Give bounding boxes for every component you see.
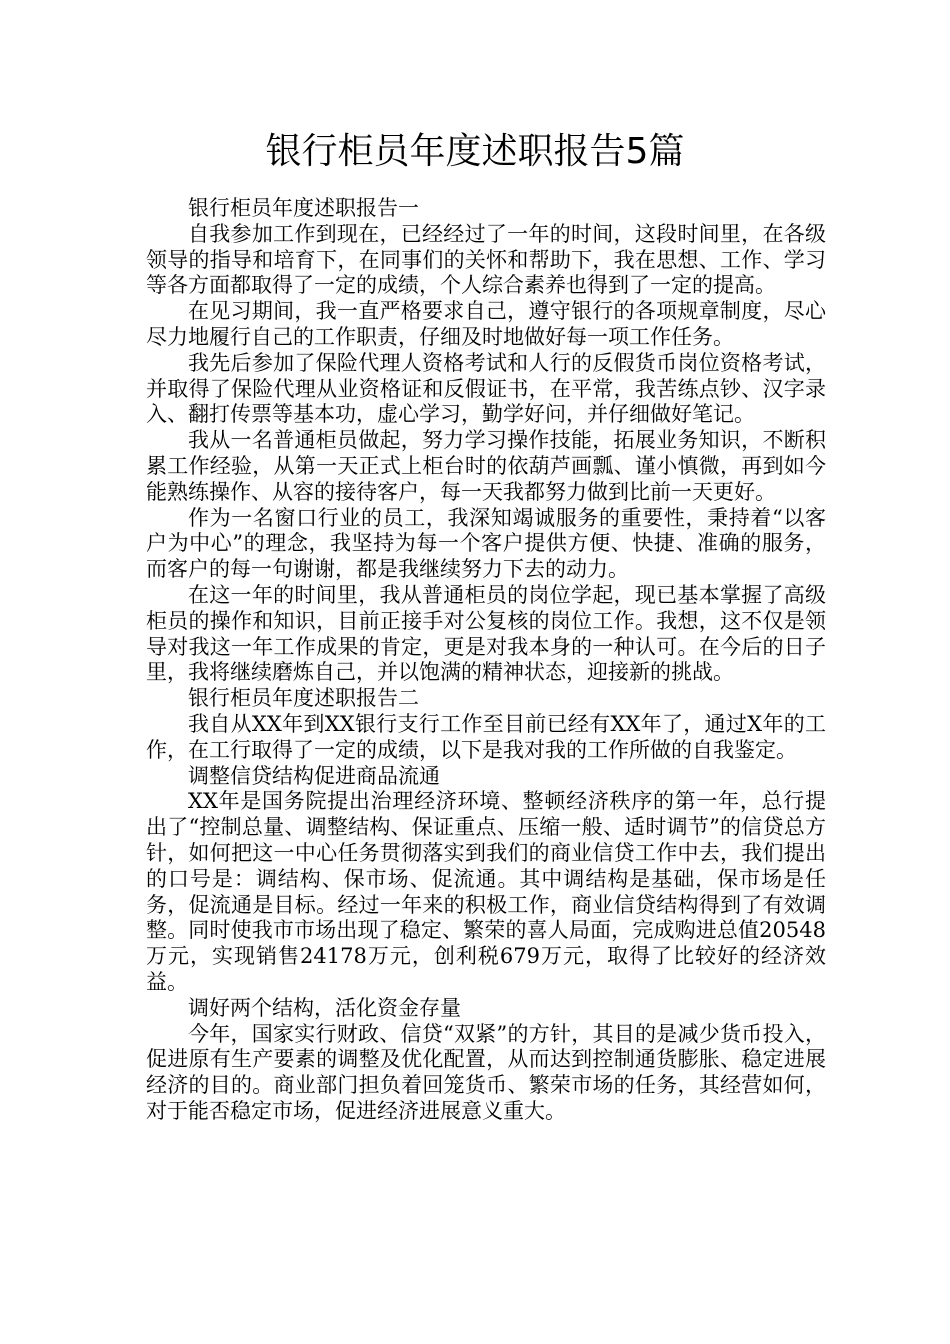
- subheading: 调整信贷结构促进商品流通: [188, 763, 440, 788]
- body-paragraph: 在这一年的时间里，我从普通柜员的岗位学起，现已基本掌握了高级柜员的操作和知识，目前正接手对公复核的岗位工作。我想，这不仅是领导对我这一年工作成果的肯定，更是对我本身的一种认可。在今后的日子里，我将继续磨炼自己，并以饱满的精神状态，迎接新的挑战。: [146, 582, 826, 685]
- document-title: 银行柜员年度述职报告5篇: [265, 131, 685, 172]
- body-paragraph: 在见习期间，我一直严格要求自己，遵守银行的各项规章制度，尽心尽力地履行自己的工作职责，仔细及时地做好每一项工作任务。: [146, 299, 826, 349]
- section-heading-report-two: 银行柜员年度述职报告二: [188, 686, 419, 711]
- body-paragraph: XX年是国务院提出治理经济环境、整顿经济秩序的第一年，总行提出了“控制总量、调整结构、保证重点、压缩一般、适时调节”的信贷总方针，如何把这一中心任务贯彻落实到我们的商业信贷工作中去，我们提出的口号是：调结构、保市场、促流通。其中调结构是基础，保市场是任务，促流通是目标。经过一年来的积极工作，商业信贷结构得到了有效调整。同时使我市市场出现了稳定、繁荣的喜人局面，完成购进总值20548万元，实现销售24178万元，创利税679万元，取得了比较好的经济效益。: [146, 789, 826, 994]
- body-paragraph: 今年，国家实行财政、信贷“双紧”的方针，其目的是减少货币投入，促进原有生产要素的调整及优化配置，从而达到控制通货膨胀、稳定进展经济的目的。商业部门担负着回笼货币、繁荣市场的任务，其经营如何，对于能否稳定市场，促进经济进展意义重大。: [146, 1021, 826, 1123]
- document-body: [146, 196, 826, 1125]
- body-paragraph: 我先后参加了保险代理人资格考试和人行的反假货币岗位资格考试，并取得了保险代理从业资格证和反假证书，在平常，我苦练点钞、汉字录入、翻打传票等基本功，虚心学习，勤学好问，并仔细做好笔记。: [146, 350, 826, 427]
- subheading: 调好两个结构，活化资金存量: [188, 995, 461, 1020]
- body-paragraph: 作为一名窗口行业的员工，我深知竭诚服务的重要性，秉持着“以客户为中心”的理念，我坚持为每一个客户提供方便、快捷、准确的服务，而客户的每一句谢谢，都是我继续努力下去的动力。: [146, 505, 826, 582]
- section-heading-report-one: 银行柜员年度述职报告一: [188, 196, 419, 220]
- body-paragraph: 自我参加工作到现在，已经经过了一年的时间，这段时间里，在各级领导的指导和培育下，在同事们的关怀和帮助下，我在思想、工作、学习等各方面都取得了一定的成绩，个人综合素养也得到了一定的提高。: [146, 221, 826, 298]
- body-paragraph: 我从一名普通柜员做起，努力学习操作技能，拓展业务知识，不断积累工作经验，从第一天正式上柜台时的依葫芦画瓢、谨小慎微，再到如今能熟练操作、从容的接待客户，每一天我都努力做到比前一天更好。: [146, 428, 826, 504]
- body-paragraph: 我自从XX年到XX银行支行工作至目前已经有XX年了，通过X年的工作，在工行取得了一定的成绩，以下是我对我的工作所做的自我鉴定。: [146, 711, 826, 762]
